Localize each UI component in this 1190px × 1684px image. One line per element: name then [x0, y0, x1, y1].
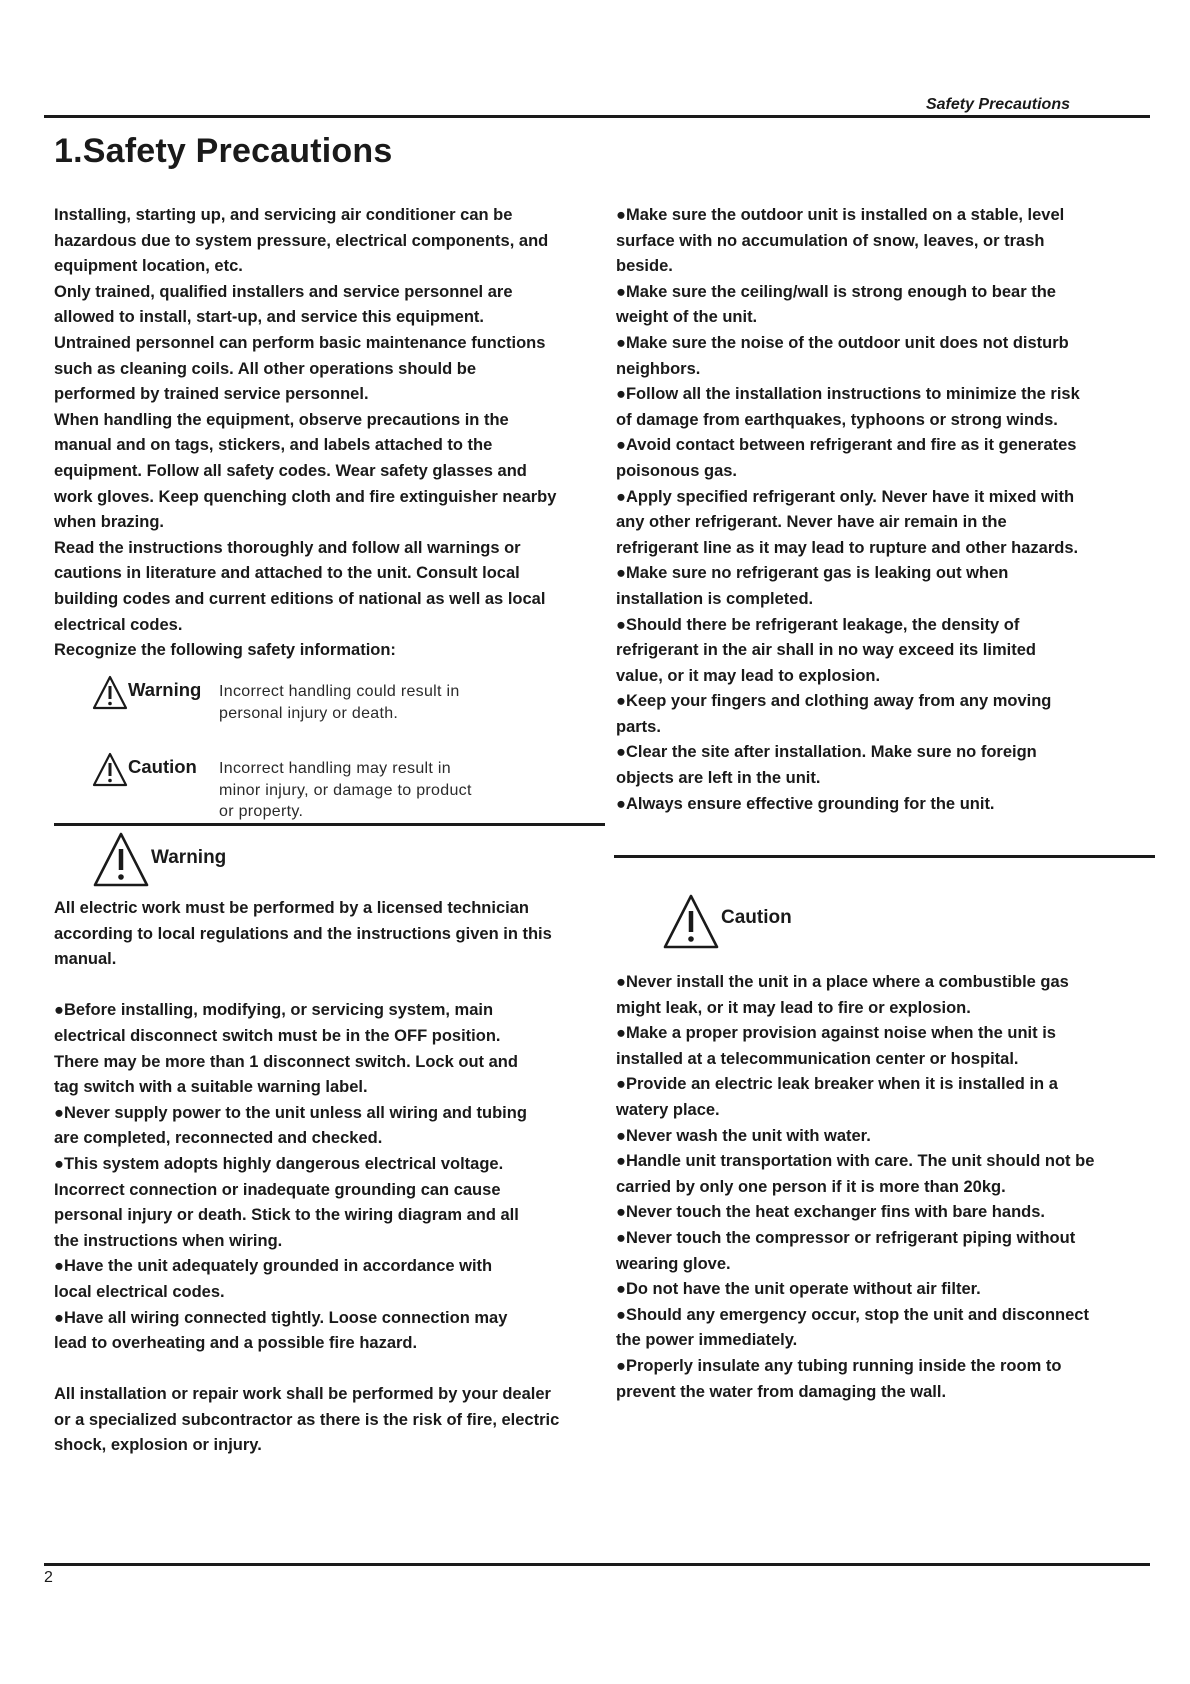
text-line: performed by trained service personnel. — [54, 385, 369, 404]
text-line: Untrained personnel can perform basic maintenance functions — [54, 333, 546, 352]
legend-warning-word: Warning — [128, 679, 202, 700]
text-line: Installing, starting up, and servicing air conditioner can be — [54, 206, 513, 224]
legend-caution-word: Caution — [128, 756, 197, 777]
text-line: installed at a telecommunication center or hospital. — [616, 1049, 1019, 1068]
page-number: 2 — [44, 1569, 53, 1586]
text-line: ●Make sure the ceiling/wall is strong enough to bear the — [616, 282, 1056, 301]
legend-warning — [92, 675, 512, 723]
footer-rule — [44, 1563, 1150, 1566]
header-rule — [44, 115, 1150, 118]
text-line: equipment location, etc. — [54, 257, 243, 276]
text-line: Recognize the following safety information: — [54, 641, 396, 660]
running-header: Safety Precautions — [925, 96, 1070, 113]
text-line: when brazing. — [54, 513, 165, 532]
warning-section-icon — [92, 831, 150, 889]
text-line: objects are left in the unit. — [616, 769, 821, 788]
text-line: ●Never touch the compressor or refrigerant piping without — [616, 1228, 1076, 1247]
text-line: ●Clear the site after installation. Make sure no foreign — [616, 743, 1037, 762]
text-line: shock, explosion or injury. — [54, 1436, 262, 1455]
text-line: work gloves. Keep quenching cloth and fire extinguisher nearby — [54, 487, 557, 506]
caution-section-text — [616, 970, 1136, 1405]
text-line: poisonous gas. — [616, 461, 738, 480]
text-line: ●Never wash the unit with water. — [616, 1126, 871, 1145]
text-line: equipment. Follow all safety codes. Wear safety glasses and — [54, 461, 527, 480]
text-line: personal injury or death. Stick to the wiring diagram and all — [54, 1206, 519, 1225]
text-line: beside. — [616, 257, 673, 276]
text-line: lead to overheating and a possible fire hazard. — [54, 1334, 418, 1353]
text-line: carried by only one person if it is more than 20kg. — [616, 1177, 1006, 1196]
text-line: There may be more than 1 disconnect switch. Lock out and — [54, 1052, 518, 1071]
text-line: All installation or repair work shall be performed by your dealer — [54, 1385, 551, 1404]
text-line: ●Avoid contact between refrigerant and fire as it generates — [616, 436, 1077, 455]
intro-text — [54, 203, 614, 664]
text-line: ●Follow all the installation instructions to minimize the risk — [616, 385, 1080, 404]
text-line: Only trained, qualified installers and service personnel are — [54, 282, 513, 301]
caution-section-rule — [614, 855, 1155, 858]
text-line: ●Make a proper provision against noise when the unit is — [616, 1024, 1056, 1043]
text-line: installation is completed. — [616, 589, 814, 608]
text-line: refrigerant in the air shall in no way exceed its limited — [616, 641, 1036, 660]
legend-warning-desc: Incorrect handling could result in personal injury or death. — [219, 683, 460, 722]
text-line: wearing glove. — [616, 1254, 731, 1273]
text-line — [54, 1357, 614, 1383]
text-line: weight of the unit. — [616, 308, 758, 327]
text-line: such as cleaning coils. All other operations should be — [54, 359, 477, 378]
text-line: of damage from earthquakes, typhoons or strong winds. — [616, 410, 1058, 429]
text-line: ●Should any emergency occur, stop the unit and disconnect — [616, 1305, 1089, 1324]
text-line: or a specialized subcontractor as there is the risk of fire, electric — [54, 1410, 560, 1429]
text-line: ●Before installing, modifying, or servicing system, main — [54, 1001, 494, 1020]
warning-section-rule — [54, 823, 605, 826]
text-line: ●Have the unit adequately grounded in accordance with — [54, 1257, 493, 1276]
caution-triangle-icon — [92, 752, 128, 788]
text-line: electrical codes. — [54, 615, 183, 634]
text-line: ●Do not have the unit operate without air filter. — [616, 1280, 981, 1299]
text-line: ●Make sure the noise of the outdoor unit does not disturb — [616, 333, 1069, 352]
text-line: ●Always ensure effective grounding for the unit. — [616, 794, 995, 813]
text-line: manual. — [54, 950, 117, 969]
text-line: When handling the equipment, observe precautions in the — [54, 410, 509, 429]
text-line: manual and on tags, stickers, and labels attached to the — [54, 436, 493, 455]
text-line: electrical disconnect switch must be in the OFF position. — [54, 1026, 501, 1045]
text-line: surface with no accumulation of snow, leaves, or trash — [616, 231, 1045, 250]
text-line: ●Never touch the heat exchanger fins with bare hands. — [616, 1203, 1045, 1222]
text-line: tag switch with a suitable warning label. — [54, 1078, 368, 1097]
text-line: ●Apply specified refrigerant only. Never have it mixed with — [616, 487, 1075, 506]
text-line: parts. — [616, 717, 661, 736]
text-line: the power immediately. — [616, 1331, 798, 1350]
text-line: neighbors. — [616, 359, 701, 378]
text-line: ●This system adopts highly dangerous electrical voltage. — [54, 1154, 504, 1173]
text-line: ●Make sure no refrigerant gas is leaking out when — [616, 564, 1009, 583]
text-line: ●Keep your fingers and clothing away from any moving — [616, 692, 1052, 711]
text-line: ●Have all wiring connected tightly. Loose connection may — [54, 1308, 508, 1327]
caution-section-heading: Caution — [721, 907, 792, 928]
text-line: prevent the water from damaging the wall. — [616, 1382, 947, 1401]
text-line: are completed, reconnected and checked. — [54, 1129, 383, 1148]
text-line: Read the instructions thoroughly and follow all warnings or — [54, 538, 521, 557]
page-title: 1.Safety Precautions — [54, 132, 393, 170]
text-line: hazardous due to system pressure, electrical components, and — [54, 231, 549, 250]
warning-section-text — [54, 896, 614, 1459]
text-line: the instructions when wiring. — [54, 1231, 283, 1250]
legend-caution — [92, 752, 512, 822]
text-line: local electrical codes. — [54, 1282, 225, 1301]
text-line: refrigerant line as it may lead to rupture and other hazards. — [616, 538, 1079, 557]
text-line: watery place. — [616, 1100, 720, 1119]
text-line: any other refrigerant. Never have air remain in the — [616, 513, 1007, 532]
legend-caution-desc: Incorrect handling may result in minor injury, or damage to product or property. — [219, 760, 472, 820]
text-line — [54, 973, 614, 999]
text-line: allowed to install, start-up, and service this equipment. — [54, 308, 484, 327]
text-line: according to local regulations and the instructions given in this — [54, 924, 552, 943]
caution-section-icon — [662, 893, 720, 951]
text-line: ●Should there be refrigerant leakage, the density of — [616, 615, 1020, 634]
text-line: might leak, or it may lead to fire or explosion. — [616, 998, 971, 1017]
text-line: ●Handle unit transportation with care. The unit should not be — [616, 1152, 1095, 1171]
text-line: ●Never supply power to the unit unless all wiring and tubing — [54, 1103, 527, 1122]
text-line: value, or it may lead to explosion. — [616, 666, 881, 685]
text-line: ●Properly insulate any tubing running inside the room to — [616, 1356, 1062, 1375]
text-line: building codes and current editions of national as well as local — [54, 589, 546, 608]
text-line: ●Never install the unit in a place where a combustible gas — [616, 973, 1069, 991]
text-line: All electric work must be performed by a licensed technician — [54, 899, 529, 917]
warning-triangle-icon — [92, 675, 128, 711]
text-line: ●Provide an electric leak breaker when it is installed in a — [616, 1075, 1058, 1094]
right-column-text — [616, 203, 1136, 817]
warning-section-heading: Warning — [151, 847, 227, 868]
text-line: Incorrect connection or inadequate grounding can cause — [54, 1180, 501, 1199]
text-line: ●Make sure the outdoor unit is installed on a stable, level — [616, 206, 1065, 224]
text-line: cautions in literature and attached to the unit. Consult local — [54, 564, 520, 583]
